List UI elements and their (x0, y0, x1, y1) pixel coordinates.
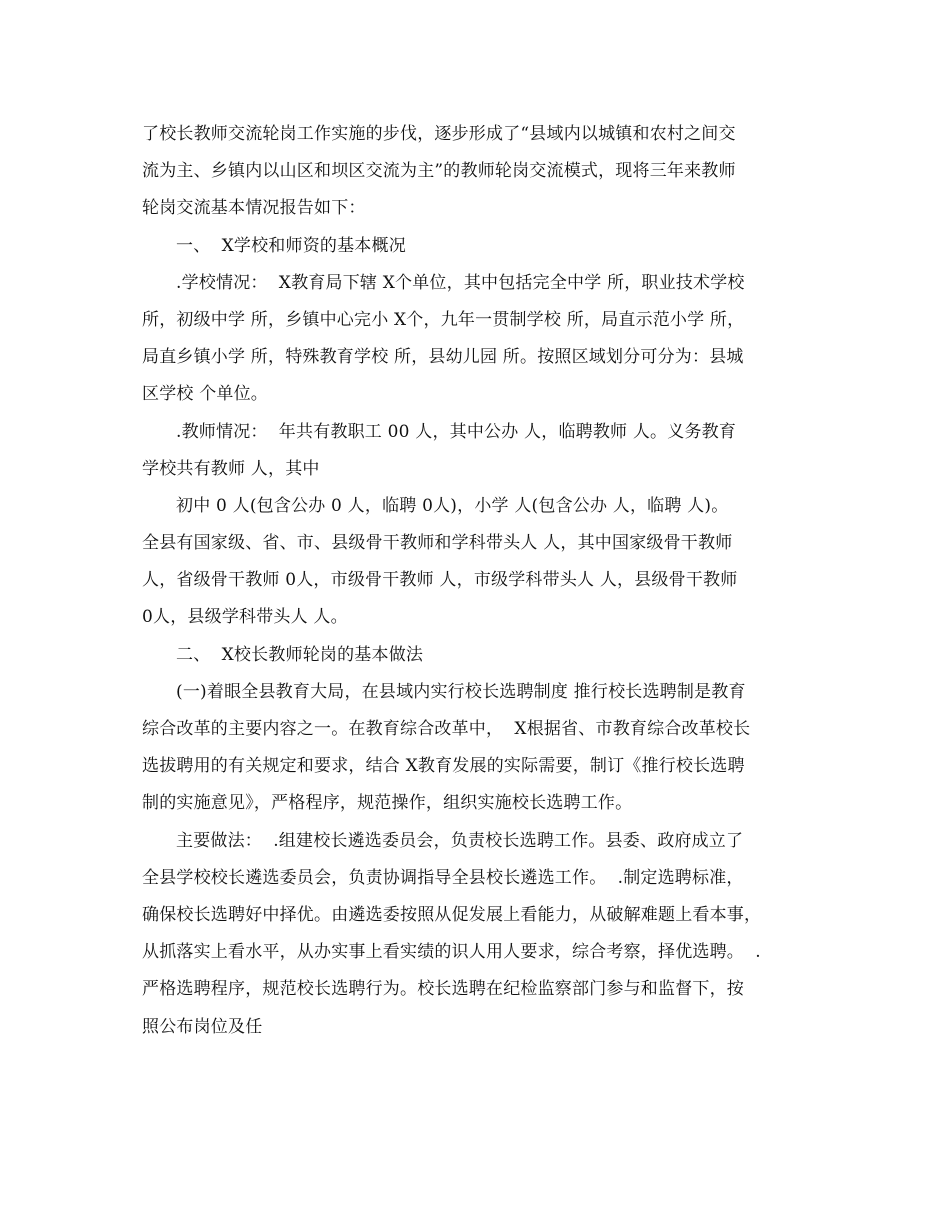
text-line: 学校共有教师 人，其中 (142, 458, 320, 479)
text-line: 从抓落实上看水平，从办实事上看实绩的识人用人要求，综合考察，择优选聘。 . (142, 942, 761, 963)
text-line: 选拔聘用的有关规定和要求，结合 X教育发展的实际需要，制订《推行校长选聘 (142, 756, 745, 777)
text-line: 全县有国家级、省、市、县级骨干教师和学科带头人 人，其中国家级骨干教师 (142, 533, 733, 554)
text-line: .教师情况： 年共有教职工 00 人，其中公办 人，临聘教师 人。义务教育 (176, 421, 737, 442)
text-line: 一、 X学校和师资的基本概况 (176, 235, 406, 256)
text-line: .学校情况： X教育局下辖 X个单位，其中包括完全中学 所，职业技术学校 (176, 272, 745, 293)
document-body (142, 116, 822, 1046)
text-line: 初中 0 人(包含公办 0 人，临聘 0人)，小学 人(包含公办 人，临聘 人)。 (176, 495, 729, 516)
text-line: 0人，县级学科带头人 人。 (142, 607, 348, 628)
text-line: 确保校长选聘好中择优。由遴选委按照从促发展上看能力，从破解难题上看本事， (142, 904, 762, 925)
text-line: 综合改革的主要内容之一。在教育综合改革中， X根据省、市教育综合改革校长 (142, 719, 751, 739)
text-line: 所，初级中学 所，乡镇中心完小 X个，九年一贯制学校 所，局直示范小学 所， (142, 309, 745, 330)
text-line: (一)着眼全县教育大局，在县域内实行校长选聘制度 推行校长选聘制是教育 (176, 681, 746, 702)
text-line: 全县学校校长遴选委员会，负责协调指导全县校长遴选工作。 .制定选聘标准， (142, 867, 744, 888)
text-line: 流为主、乡镇内以山区和坝区交流为主”的教师轮岗交流模式，现将三年来教师 (142, 161, 736, 182)
text-line: 局直乡镇小学 所，特殊教育学校 所，县幼儿园 所。按照区域划分可分为：县城 (142, 347, 744, 368)
text-line: 制的实施意见》，严格程序，规范操作，组织实施校长选聘工作。 (142, 793, 633, 814)
text-line: 了校长教师交流轮岗工作实施的步伐，逐步形成了“县域内以城镇和农村之间交 (142, 124, 736, 144)
text-line: 二、 X校长教师轮岗的基本做法 (176, 644, 424, 665)
text-line: 轮岗交流基本情况报告如下： (142, 198, 366, 219)
text-line: 照公布岗位及任 (142, 1016, 263, 1037)
text-line: 区学校 个单位。 (142, 384, 269, 405)
text-line: 人，省级骨干教师 0人，市级骨干教师 人，市级学科带头人 人，县级骨干教师 (142, 570, 738, 591)
text-line: 严格选聘程序，规范校长选聘行为。校长选聘在纪检监察部门参与和监督下，按 (142, 979, 744, 1000)
text-line: 主要做法： .组建校长遴选委员会，负责校长选聘工作。县委、政府成立了 (176, 830, 744, 851)
